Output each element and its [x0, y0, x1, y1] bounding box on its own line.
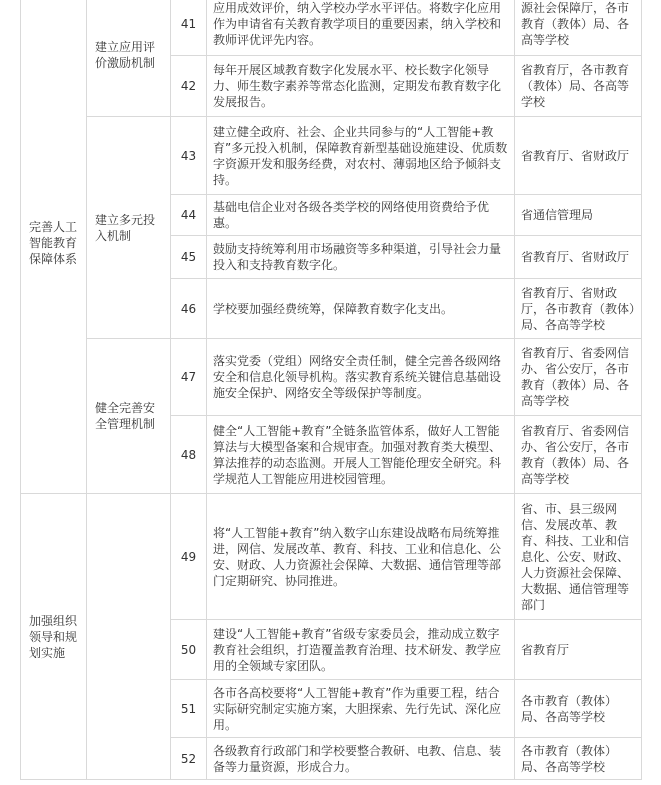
row-number: 49	[171, 494, 207, 620]
row-department: 省教育厅	[515, 620, 642, 680]
row-content: 各市各高校要将“人工智能+教育”作为重要工程，结合实际研究制定实施方案，大胆探索、先行先试、深化应用。	[207, 680, 515, 738]
row-number: 48	[171, 416, 207, 494]
row-number: 50	[171, 620, 207, 680]
row-number: 43	[171, 117, 207, 195]
category-cell: 加强组织领导和规划实施	[21, 494, 87, 780]
row-department: 省教育厅、省委网信办、省公安厅，各市教育（教体）局、各高等学校	[515, 339, 642, 416]
row-content: 落实党委（党组）网络安全责任制，健全完善各级网络安全和信息化领导机构。落实教育系统关键信息基础设施安全保护、网络安全等级保护等制度。	[207, 339, 515, 416]
row-department: 各市教育（教体）局、各高等学校	[515, 680, 642, 738]
row-content: 建立健全政府、社会、企业共同参与的“人工智能+教育”多元投入机制，保障教育新型基础设施建设、优质数字资源开发和服务经费，对农村、薄弱地区给予倾斜支持。	[207, 117, 515, 195]
row-number: 46	[171, 279, 207, 339]
row-content: 各级教育行政部门和学校要整合教研、电教、信息、装备等力量资源，形成合力。	[207, 738, 515, 780]
row-department: 省通信管理局	[515, 195, 642, 236]
row-number: 52	[171, 738, 207, 780]
table-row	[21, 117, 642, 195]
row-content: 将“人工智能+教育”纳入数字山东建设战略布局统筹推进，网信、发展改革、教育、科技、工业和信息化、公安、财政、人力资源社会保障、大数据、通信管理等部门定期研究、协同推进。	[207, 494, 515, 620]
subgroup-cell: 健全完善安全管理机制	[87, 339, 171, 494]
row-content: 应用成效评价，纳入学校办学水平评估。将数字化应用作为申请省有关教育教学项目的重要因素，纳入学校和教师评优评先内容。	[207, 0, 515, 56]
row-department: 省、市、县三级网信、发展改革、教育、科技、工业和信息化、公安、财政、人力资源社会保障、大数据、通信管理等部门	[515, 494, 642, 620]
row-number: 51	[171, 680, 207, 738]
row-number: 41	[171, 0, 207, 56]
row-content: 健全“人工智能+教育”全链条监管体系，做好人工智能算法与大模型备案和合规审查。加强对教育类大模型、算法推荐的动态监测。开展人工智能伦理安全研究。科学规范人工智能应用进校园管理。	[207, 416, 515, 494]
row-content: 鼓励支持统筹利用市场融资等多种渠道，引导社会力量投入和支持教育数字化。	[207, 236, 515, 279]
row-content: 每年开展区域教育数字化发展水平、校长数字化领导力、师生数字素养等常态化监测，定期发布教育数字化发展报告。	[207, 56, 515, 117]
row-number: 45	[171, 236, 207, 279]
row-content: 学校要加强经费统筹，保障教育数字化支出。	[207, 279, 515, 339]
row-department: 省教育厅、省财政厅	[515, 117, 642, 195]
row-number: 44	[171, 195, 207, 236]
table-row	[21, 339, 642, 416]
subgroup-cell: 建立应用评价激励机制	[87, 0, 171, 117]
row-department: 省教育厅、省委网信办、省公安厅，各市教育（教体）局、各高等学校	[515, 416, 642, 494]
row-content: 建设“人工智能+教育”省级专家委员会，推动成立数字教育社会组织，打造覆盖教育治理、技术研发、教学应用的全领域专家团队。	[207, 620, 515, 680]
table-row	[21, 494, 642, 620]
subgroup-cell-empty	[87, 494, 171, 780]
row-department: 省教育厅，各市教育（教体）局、各高等学校	[515, 56, 642, 117]
category-cell: 完善人工智能教育保障体系	[21, 0, 87, 494]
row-department: 源社会保障厅，各市教育（教体）局、各高等学校	[515, 0, 642, 56]
row-department: 各市教育（教体）局、各高等学校	[515, 738, 642, 780]
row-number: 47	[171, 339, 207, 416]
row-content: 基础电信企业对各级各类学校的网络使用资费给予优惠。	[207, 195, 515, 236]
row-department: 省教育厅、省财政厅	[515, 236, 642, 279]
table-row	[21, 0, 642, 56]
row-department: 省教育厅、省财政厅，各市教育（教体）局、各高等学校	[515, 279, 642, 339]
policy-table	[20, 0, 642, 780]
subgroup-cell: 建立多元投入机制	[87, 117, 171, 339]
row-number: 42	[171, 56, 207, 117]
